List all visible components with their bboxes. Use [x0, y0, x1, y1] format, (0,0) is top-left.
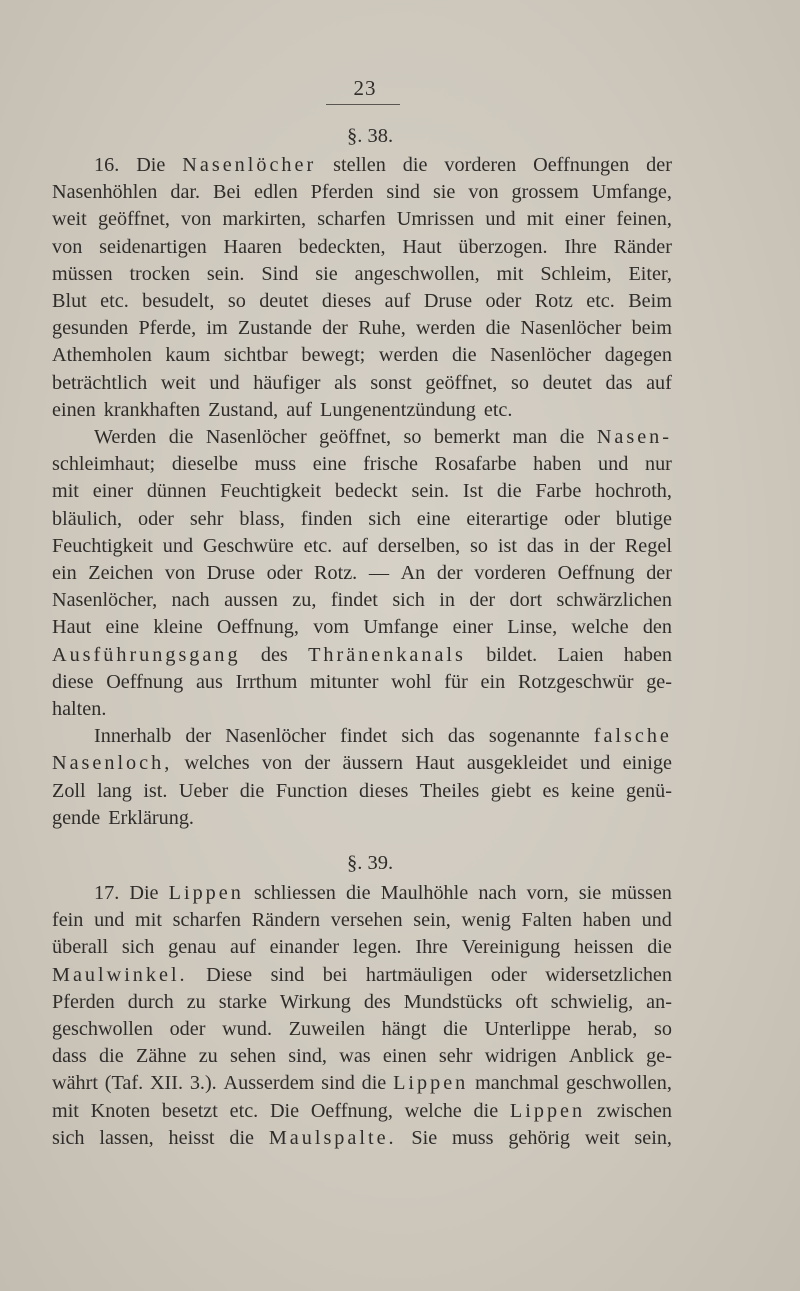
text-line: währt (Taf. XII. 3.). Ausserdem sind die Lippen manchmal geschwollen,: [52, 1072, 672, 1095]
section-heading-39: §. 39.: [346, 852, 394, 874]
text-line: Haut eine kleine Oeffnung, vom Umfange einer Linse, welche den: [52, 616, 672, 639]
text-line: gende Erklärung.: [52, 806, 194, 829]
text-line: diese Oeffnung aus Irrthum mitunter wohl für ein Rotzgeschwür ge-: [52, 670, 672, 693]
text-line: von seidenartigen Haaren bedeckten, Haut überzogen. Ihre Ränder: [52, 235, 672, 258]
text-line: Werden die Nasenlöcher geöffnet, so bemerkt man die Nasen-: [94, 426, 672, 449]
text-line: mit einer dünnen Feuchtigkeit bedeckt sein. Ist die Farbe hochroth,: [52, 480, 672, 503]
text-line: schleimhaut; dieselbe muss eine frische Rosafarbe haben und nur: [52, 453, 672, 476]
text-line: gesunden Pferde, im Zustande der Ruhe, werden die Nasenlöcher beim: [52, 317, 672, 340]
text-line: Innerhalb der Nasenlöcher findet sich das sogenannte falsche: [94, 725, 672, 748]
text-line: geschwollen oder wund. Zuweilen hängt die Unterlippe herab, so: [52, 1018, 672, 1041]
page-number: 23: [353, 76, 377, 100]
text-line: mit Knoten besetzt etc. Die Oeffnung, welche die Lippen zwischen: [52, 1099, 672, 1122]
text-line: beträchtlich weit und häufiger als sonst geöffnet, so deutet das auf: [52, 371, 672, 394]
text-line: Ausführungsgang des Thränenkanals bildet. Laien haben: [52, 643, 672, 666]
text-line: Nasenlöcher, nach aussen zu, findet sich in der dort schwärzlichen: [52, 589, 672, 612]
text-line: 16. Die Nasenlöcher stellen die vorderen Oeffnungen der: [94, 154, 672, 176]
text-line: Athemholen kaum sichtbar bewegt; werden die Nasenlöcher dagegen: [52, 344, 672, 367]
text-line: halten.: [52, 698, 107, 721]
text-line: fein und mit scharfen Rändern versehen sein, wenig Falten haben und: [52, 909, 672, 932]
text-line: überall sich genau auf einander legen. Ihre Vereinigung heissen die: [52, 936, 672, 959]
text-line: Pferden durch zu starke Wirkung des Mundstücks oft schwielig, an-: [52, 990, 672, 1013]
section-38-text: [52, 152, 672, 832]
text-line: sich lassen, heisst die Maulspalte. Sie muss gehörig weit sein,: [52, 1126, 672, 1149]
text-line: Blut etc. besudelt, so deutet dieses auf Druse oder Rotz etc. Beim: [52, 290, 672, 313]
text-line: weit geöffnet, von markirten, scharfen Umrissen und mit einer feinen,: [52, 208, 672, 231]
text-line: Nasenloch, welches von der äussern Haut ausgekleidet und einige: [52, 752, 672, 775]
text-line: Feuchtigkeit und Geschwüre etc. auf derselben, so ist das in der Regel: [52, 534, 672, 557]
text-line: dass die Zähne zu sehen sind, was einen sehr widrigen Anblick ge-: [52, 1045, 672, 1068]
text-line: Maulwinkel. Diese sind bei hartmäuligen oder widersetzlichen: [52, 963, 672, 986]
text-line: müssen trocken sein. Sind sie angeschwollen, mit Schleim, Eiter,: [52, 262, 672, 285]
text-line: 17. Die Lippen schliessen die Maulhöhle nach vorn, sie müssen: [94, 882, 672, 904]
text-line: einen krankhaften Zustand, auf Lungenentzündung etc.: [52, 398, 513, 421]
section-39-text: [52, 880, 672, 1152]
section-heading-38: §. 38.: [346, 125, 394, 147]
text-line: Zoll lang ist. Ueber die Function dieses Theiles giebt es keine genü-: [52, 779, 672, 802]
text-line: Nasenhöhlen dar. Bei edlen Pferden sind sie von grossem Umfange,: [52, 181, 672, 204]
text-line: ein Zeichen von Druse oder Rotz. — An der vorderen Oeffnung der: [52, 562, 672, 585]
page-number-rule: [326, 104, 400, 105]
text-line: bläulich, oder sehr blass, finden sich eine eiterartige oder blutige: [52, 507, 672, 530]
